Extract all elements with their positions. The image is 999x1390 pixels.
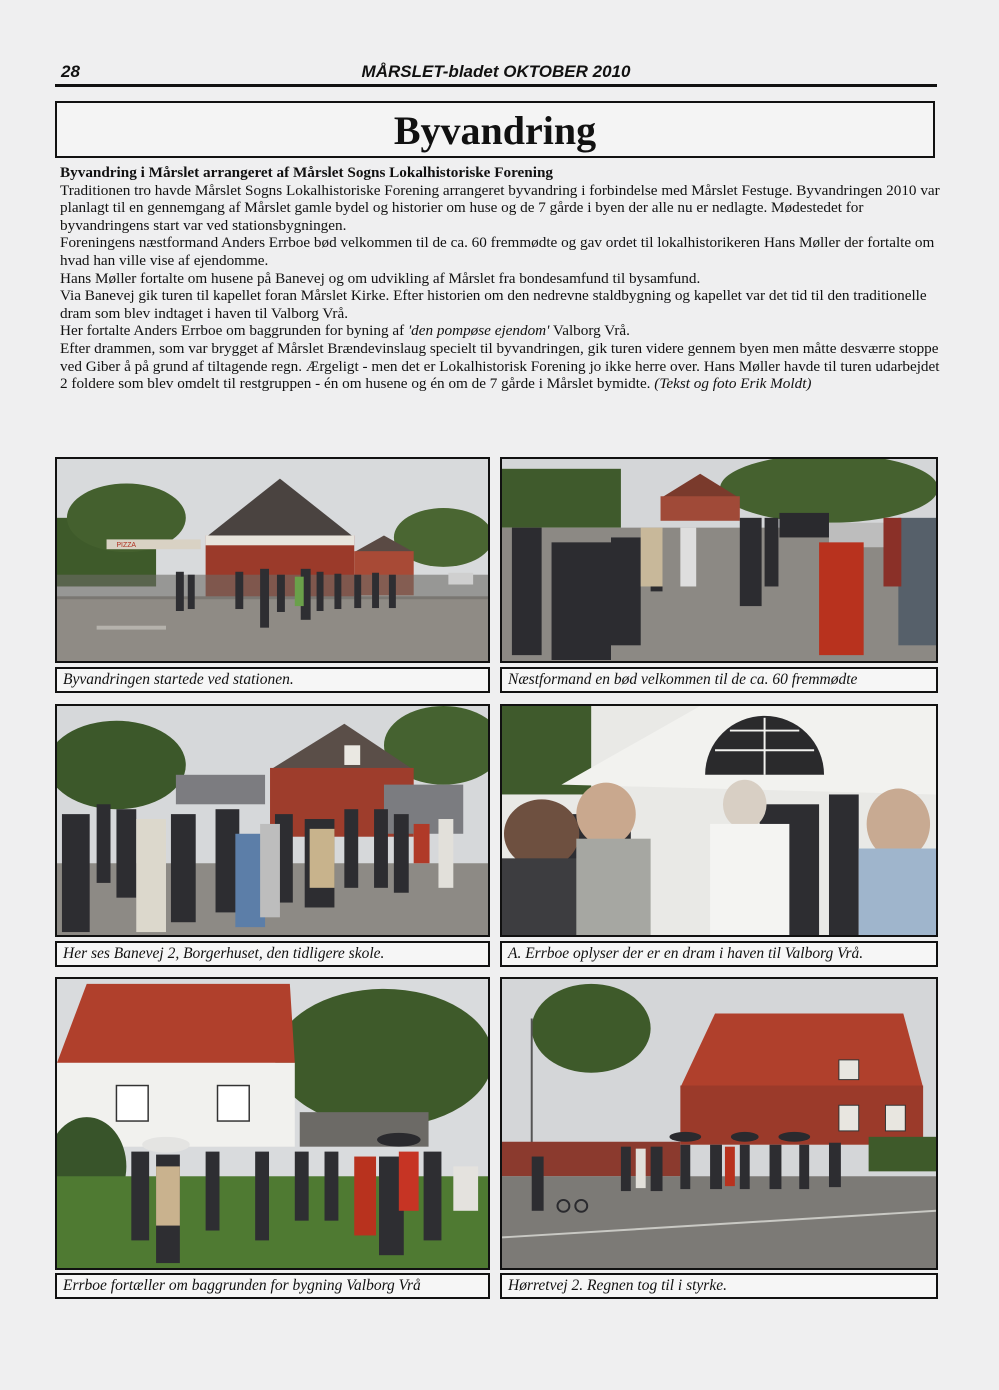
article-paragraph-6 — [60, 340, 940, 393]
photo-block-welcome — [500, 457, 938, 695]
photo-station — [55, 457, 490, 663]
photo-block-valborg-vraa — [55, 977, 490, 1300]
article-paragraph-2: Foreningens næstformand Anders Errboe bød velkommen til de ca. 60 fremmødte og gav ordet til lokalhistorikeren Hans Møller der fortalte om hvad han ville vise af ejendomme. — [60, 234, 935, 269]
station-photo-image — [57, 459, 488, 661]
photo-chapel — [500, 704, 938, 937]
pizza-sign: PIZZA — [116, 542, 137, 550]
page-number: 28 — [61, 62, 80, 81]
page-title: Byvandring — [393, 108, 597, 153]
photo-block-borgerhuset — [55, 704, 490, 968]
caption-chapel: A. Errboe oplyser der er en dram i haven til Valborg Vrå. — [500, 941, 938, 967]
p6-text: Efter drammen, som var brygget af Mårslet Brændevinslaug specielt til byvandringen, gik turen videre gennem byen men måtte desværre stoppe ved Giber å på grund af tiltagende regn. Ærgeligt - men det er Lokalhistorisk Forening jo ikke herre over. Hans Møller havde til turen udarbejdet 2 foldere som blev omdelt til restgruppen - én om husene og én om de 7 gårde i Mårslet bymidte. — [60, 339, 940, 393]
caption-station: Byvandringen startede ved stationen. — [55, 667, 490, 693]
caption-hoerretvej: Hørretvej 2. Regnen tog til i styrke. — [500, 1273, 938, 1299]
p5-quote: 'den pompøse ejendom' — [407, 322, 550, 340]
p5-text-a: Her fortalte Anders Errboe om baggrunden for byning af — [60, 322, 408, 340]
article-text — [60, 164, 940, 393]
welcome-photo-image — [502, 459, 936, 661]
photo-credit: (Tekst og foto Erik Moldt) — [654, 375, 812, 393]
article-paragraph-3: Hans Møller fortalte om husene på Banevej og om udvikling af Mårslet fra bondesamfund til bysamfund. — [60, 269, 701, 287]
borgerhuset-photo-image — [57, 706, 488, 935]
photo-valborg-vraa — [55, 977, 490, 1270]
photo-welcome — [500, 457, 938, 663]
photo-block-hoerretvej — [500, 977, 938, 1300]
caption-valborg-vraa: Errboe fortæller om baggrunden for bygning Valborg Vrå — [55, 1273, 490, 1299]
article-paragraph-5 — [60, 322, 940, 340]
photo-borgerhuset — [55, 704, 490, 937]
title-box — [55, 101, 935, 158]
photo-block-chapel — [500, 704, 938, 968]
valborg-vraa-photo-image — [57, 979, 488, 1268]
photo-hoerretvej — [500, 977, 938, 1270]
page-header — [55, 62, 937, 87]
article-subheading: Byvandring i Mårslet arrangeret af Mårslet Sogns Lokalhistoriske Forening — [60, 164, 554, 181]
photo-block-station — [55, 457, 490, 695]
caption-borgerhuset: Her ses Banevej 2, Borgerhuset, den tidligere skole. — [55, 941, 490, 967]
hoerretvej-photo-image — [502, 979, 936, 1268]
magazine-issue: MÅRSLET-bladet OKTOBER 2010 — [361, 62, 631, 81]
article-paragraph-1: Traditionen tro havde Mårslet Sogns Lokalhistoriske Forening arrangeret byvandring i forbindelse med Mårslet Festuge. Byvandringen 2010 var planlagt til en gennemgang af Mårslet gamle bydel og historier om huse og de 7 gårde i byen der alle nu er nedlagte. Mødestedet for byvandringens start var ved stationsbygningen. — [60, 181, 940, 234]
chapel-photo-image — [502, 706, 936, 935]
p5-text-b: Valborg Vrå. — [549, 322, 630, 340]
article-paragraph-4: Via Banevej gik turen til kapellet foran Mårslet Kirke. Efter historien om den nedrevne staldbygning og kapellet var det tid til den traditionelle dram som blev indtaget i haven til Valborg Vrå. — [60, 287, 927, 322]
caption-welcome: Næstformand en bød velkommen til de ca. 60 fremmødte — [500, 667, 938, 693]
